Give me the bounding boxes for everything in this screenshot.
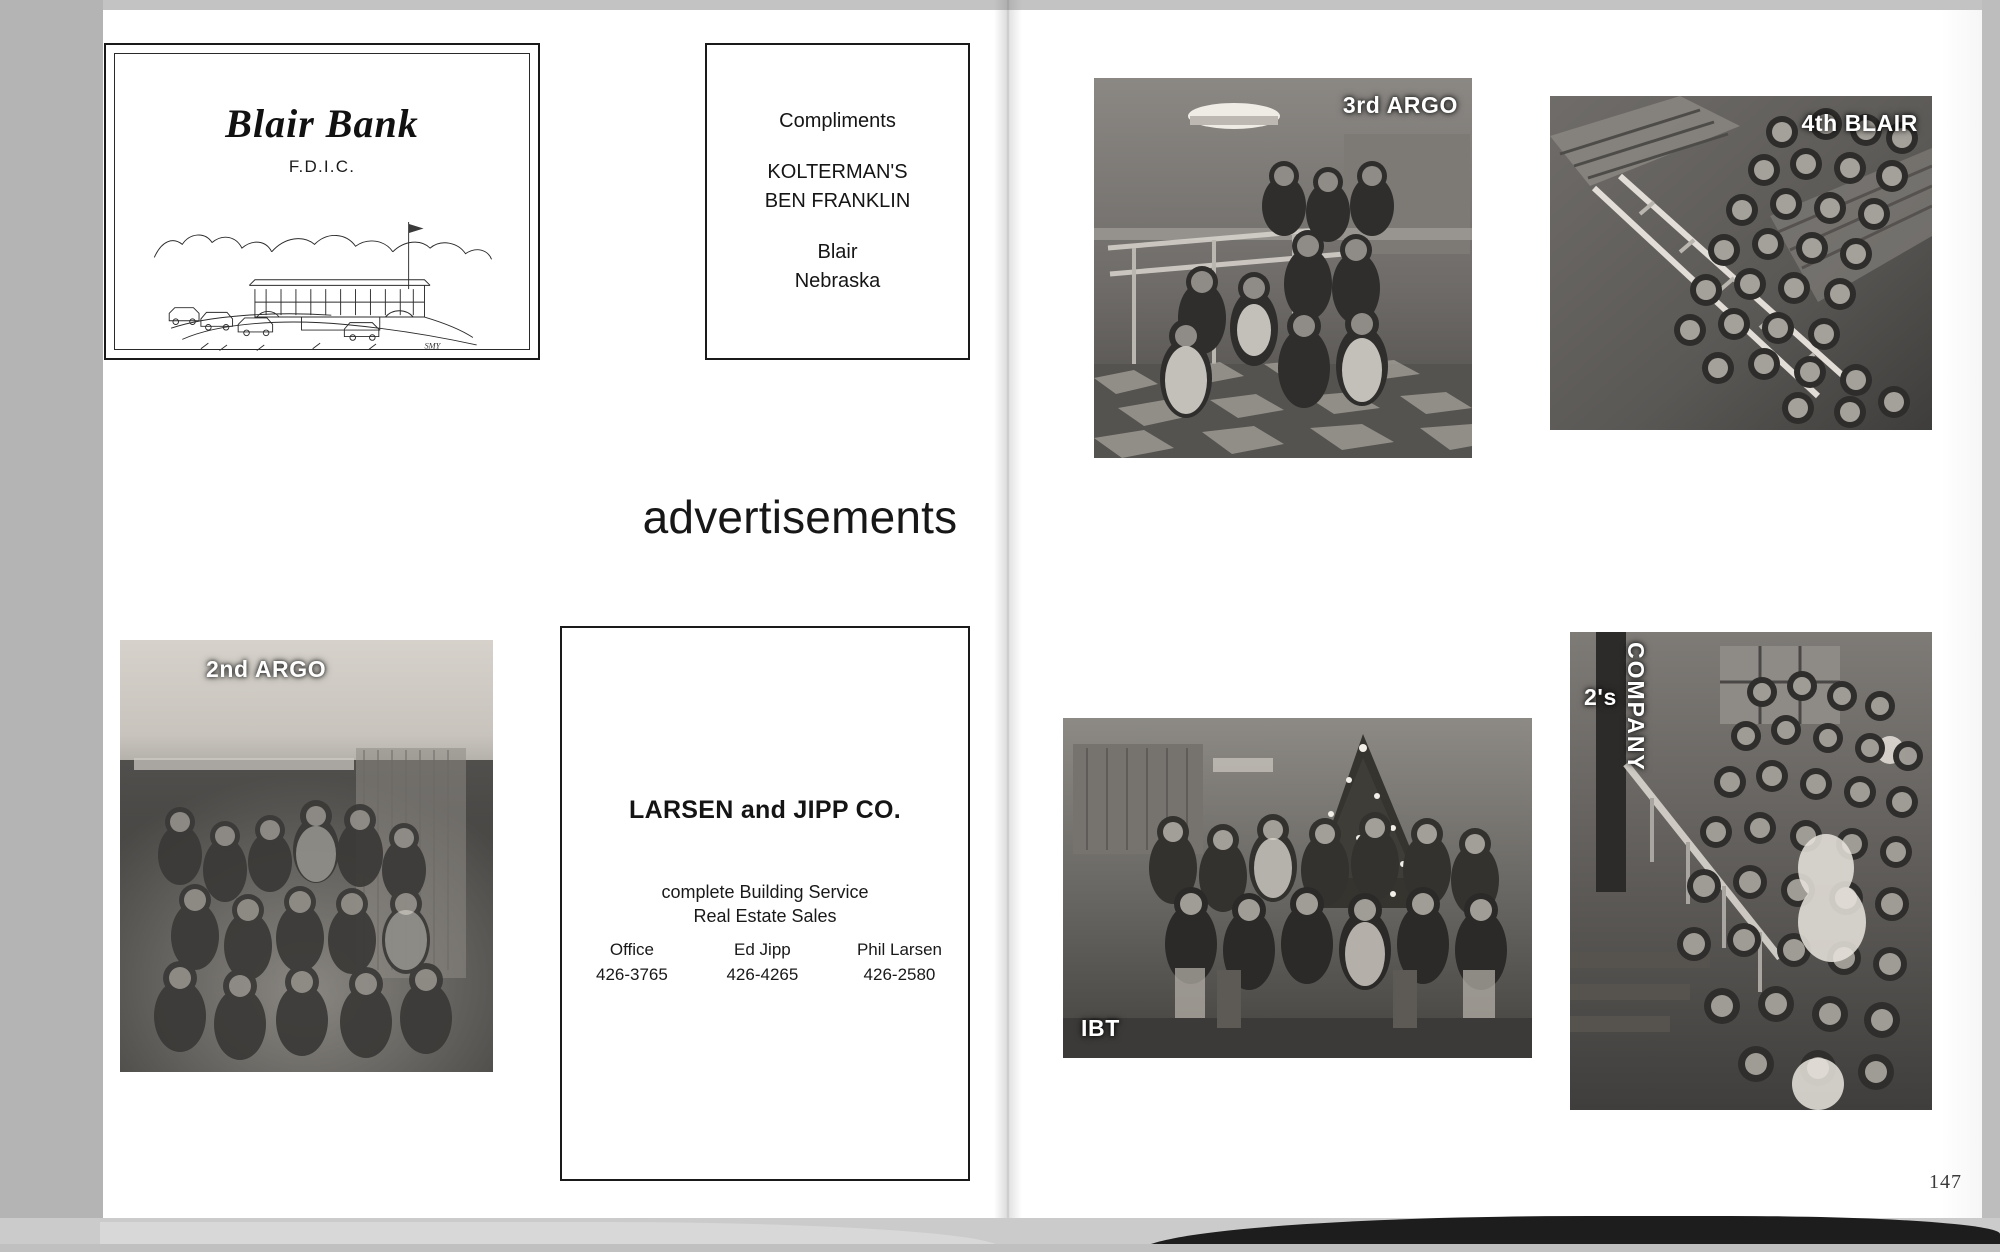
photo-3rd-argo xyxy=(1094,78,1472,458)
photo-caption-4th-blair: 4th BLAIR xyxy=(1801,110,1918,136)
page-margin-bottom xyxy=(0,1244,2000,1252)
photo-caption-2nd-argo: 2nd ARGO xyxy=(206,656,327,682)
larsen-jipp-service-line-2: Real Estate Sales xyxy=(693,906,837,927)
contact-phil-larsen-phone: 426-2580 xyxy=(863,964,936,984)
larsen-jipp-services xyxy=(562,880,968,929)
photo-2s-company xyxy=(1570,632,1932,1110)
contact-ed-jipp-label: Ed Jipp xyxy=(734,940,791,959)
blair-bank-logo xyxy=(115,100,529,147)
photo-caption-3rd-argo: 3rd ARGO xyxy=(1342,92,1458,118)
photo-caption-2s: 2's xyxy=(1584,684,1617,710)
advertisement-koltermans-ben-franklin xyxy=(705,43,970,360)
contact-office-label: Office xyxy=(609,940,654,959)
svg-text:SMY: SMY xyxy=(424,341,441,351)
kolterman-state: Nebraska xyxy=(794,270,881,292)
advertisement-larsen-and-jipp xyxy=(560,626,970,1181)
blair-bank-building-illustration xyxy=(145,194,499,359)
contact-ed-jipp-phone: 426-4265 xyxy=(726,964,799,984)
contact-phil-larsen-label: Phil Larsen xyxy=(856,940,942,959)
photo-caption-ibt: IBT xyxy=(1081,1015,1120,1041)
larsen-jipp-service-line-1: complete Building Service xyxy=(661,882,869,902)
kolterman-compliments-line: Compliments xyxy=(779,110,896,132)
page-margin-right xyxy=(1982,0,2000,1252)
kolterman-name-line1: KOLTERMAN'S xyxy=(767,161,908,183)
contact-office xyxy=(596,938,668,987)
photo-4th-blair xyxy=(1550,96,1932,430)
kolterman-name-line2: BEN FRANKLIN xyxy=(764,190,911,212)
contact-ed-jipp xyxy=(726,938,798,987)
page-margin-left xyxy=(0,0,103,1252)
page-gutter-shadow xyxy=(994,0,1022,1252)
advertisement-blair-bank xyxy=(104,43,540,360)
larsen-jipp-contacts xyxy=(582,938,950,987)
photo-ibt xyxy=(1063,718,1532,1058)
photo-2nd-argo xyxy=(120,640,493,1072)
blair-bank-logo-text: Blair Bank xyxy=(225,101,419,146)
kolterman-city: Blair xyxy=(817,241,858,263)
ad-inner-border xyxy=(114,53,530,350)
photo-caption-company: COMPANY xyxy=(1623,642,1649,772)
page-number: 147 xyxy=(1929,1171,1962,1193)
contact-phil-larsen xyxy=(857,938,942,987)
section-headline-advertisements: advertisements xyxy=(642,491,958,543)
contact-office-phone: 426-3765 xyxy=(596,964,668,984)
blair-bank-fdic-label: F.D.I.C. xyxy=(288,157,356,176)
larsen-jipp-title: LARSEN and JIPP CO. xyxy=(629,796,901,824)
